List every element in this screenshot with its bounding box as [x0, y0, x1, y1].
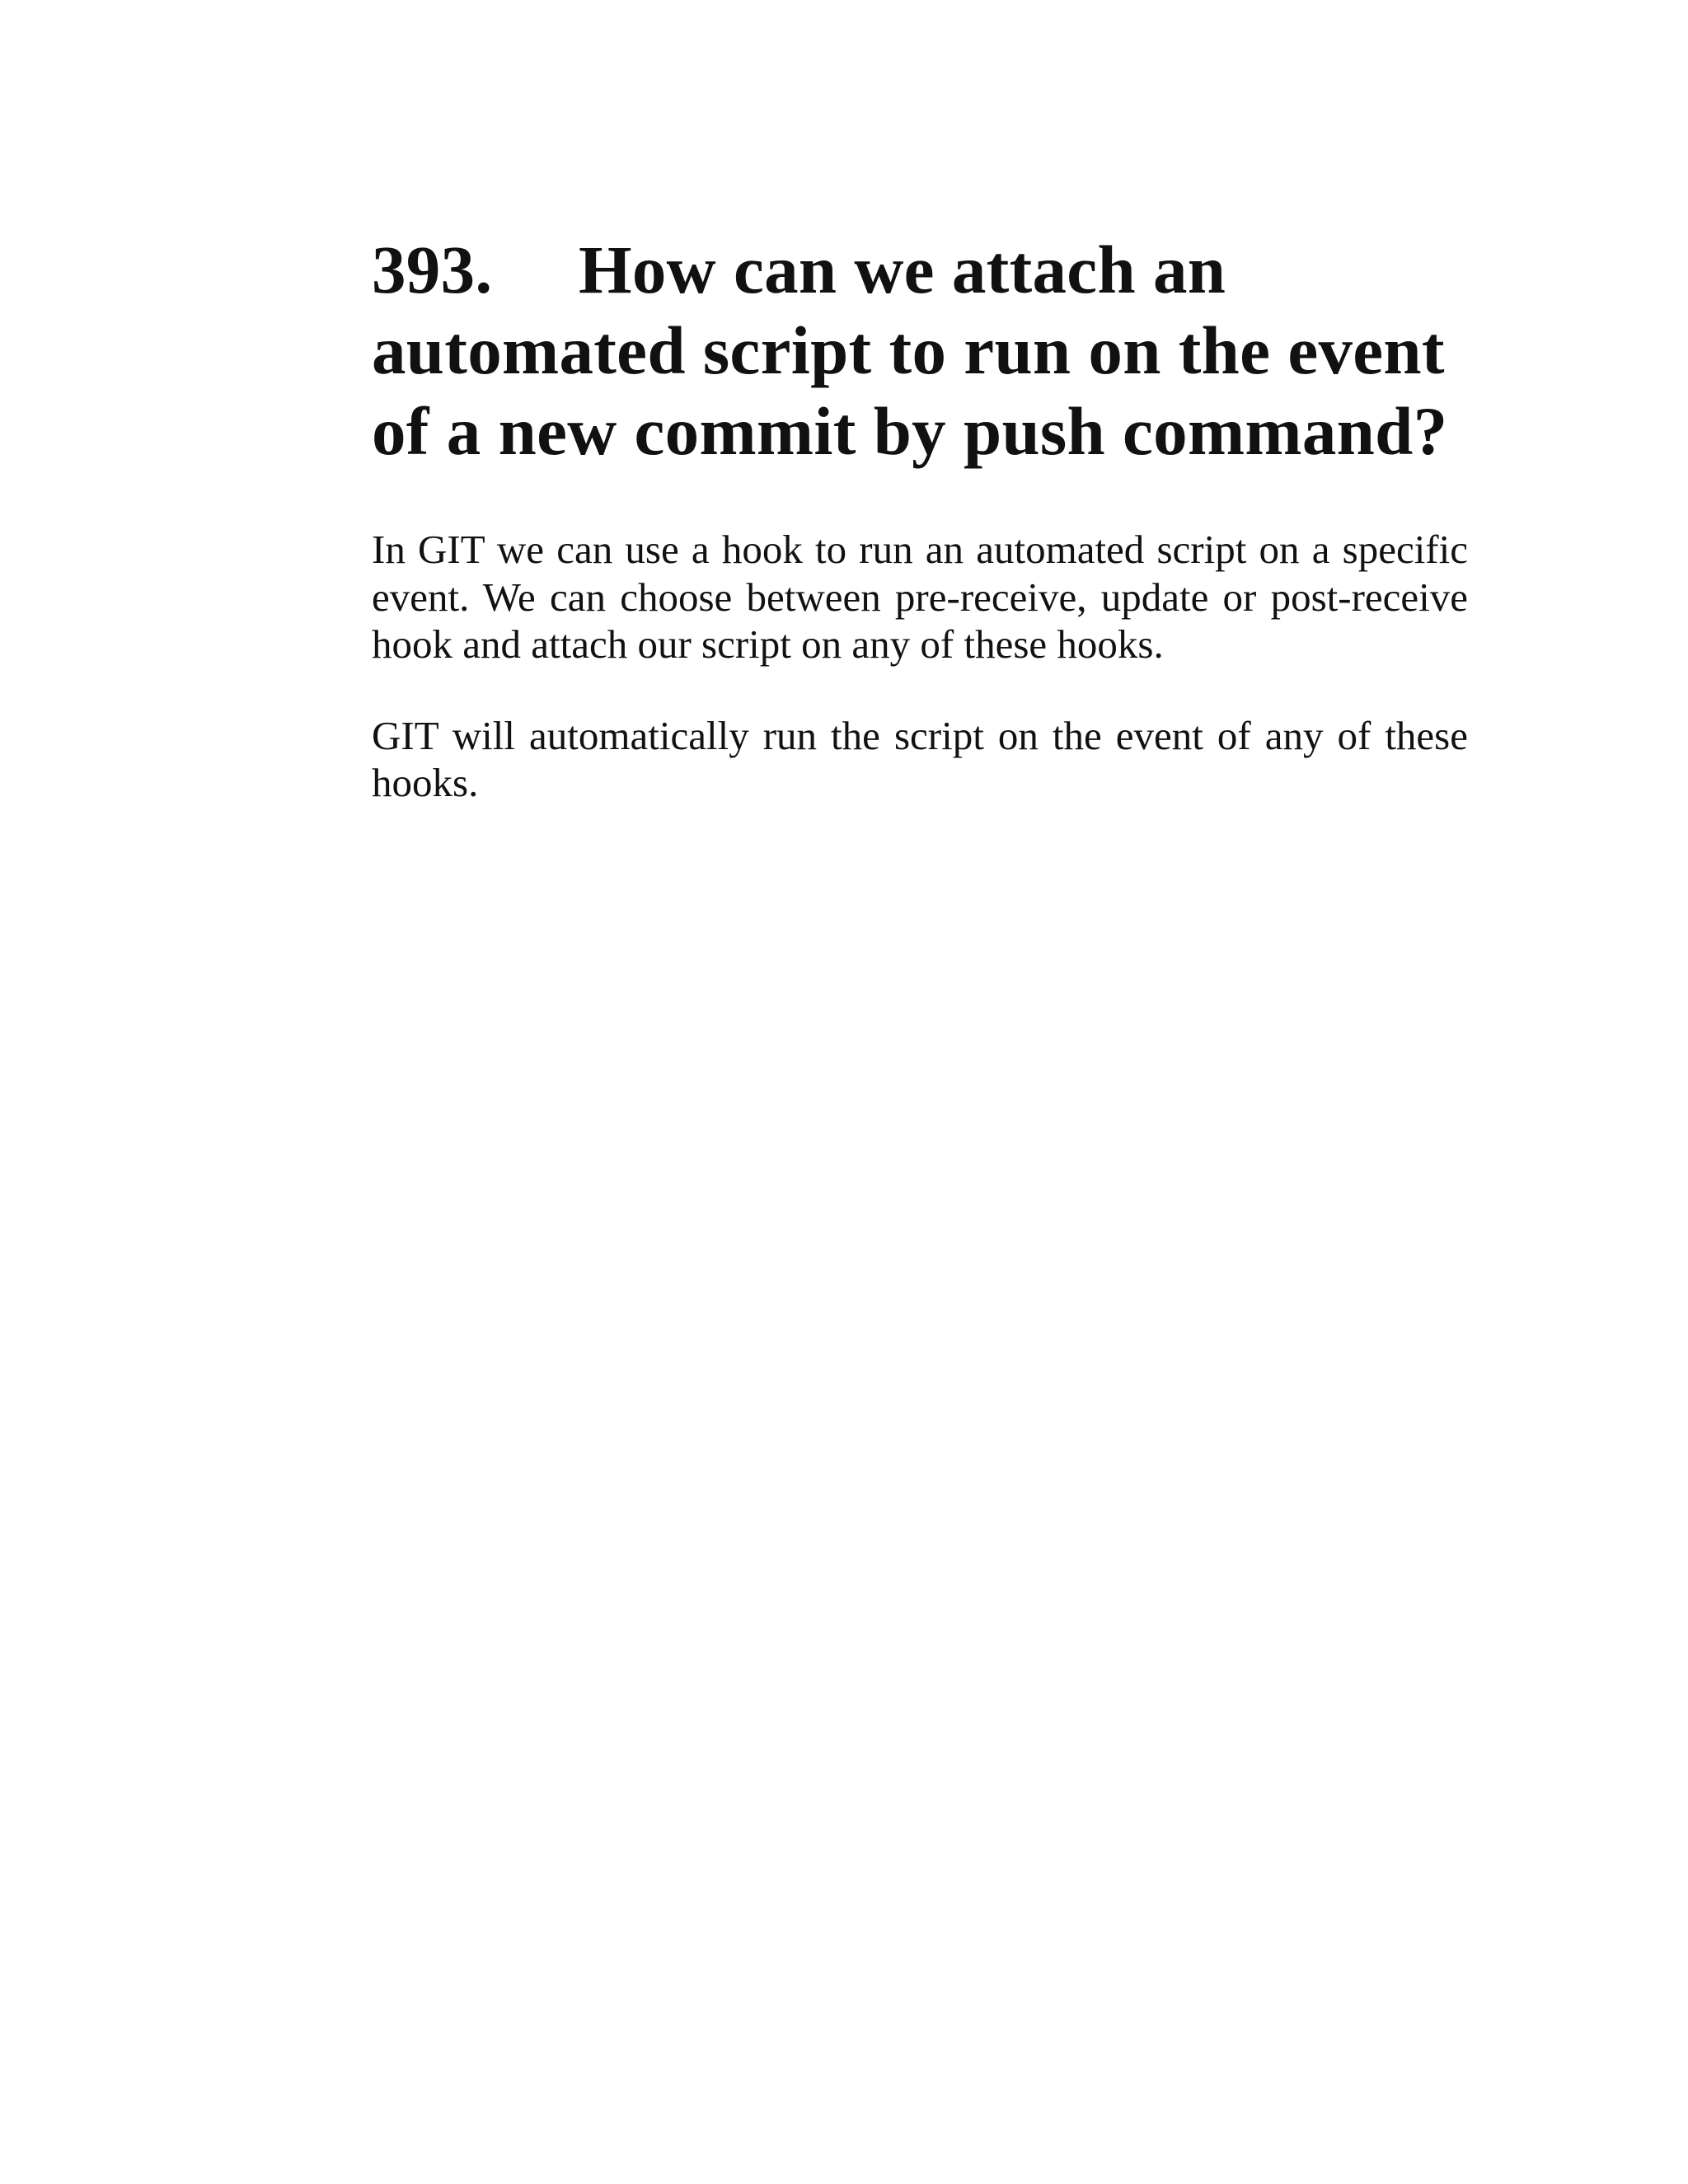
question-heading	[372, 229, 1468, 471]
answer-paragraph: In GIT we can use a hook to run an automated script on a specific event. We can choose between pre-receive, update or post-receive hook and attach our script on any of these hooks.	[372, 527, 1468, 667]
answer-paragraph: GIT will automatically run the script on the event of any of these hooks.	[372, 712, 1468, 805]
question-title: How can we attach an automated script to run on the event of a new commit by push command?	[372, 232, 1448, 469]
question-number: 393.	[372, 232, 493, 307]
page-content	[372, 229, 1468, 807]
